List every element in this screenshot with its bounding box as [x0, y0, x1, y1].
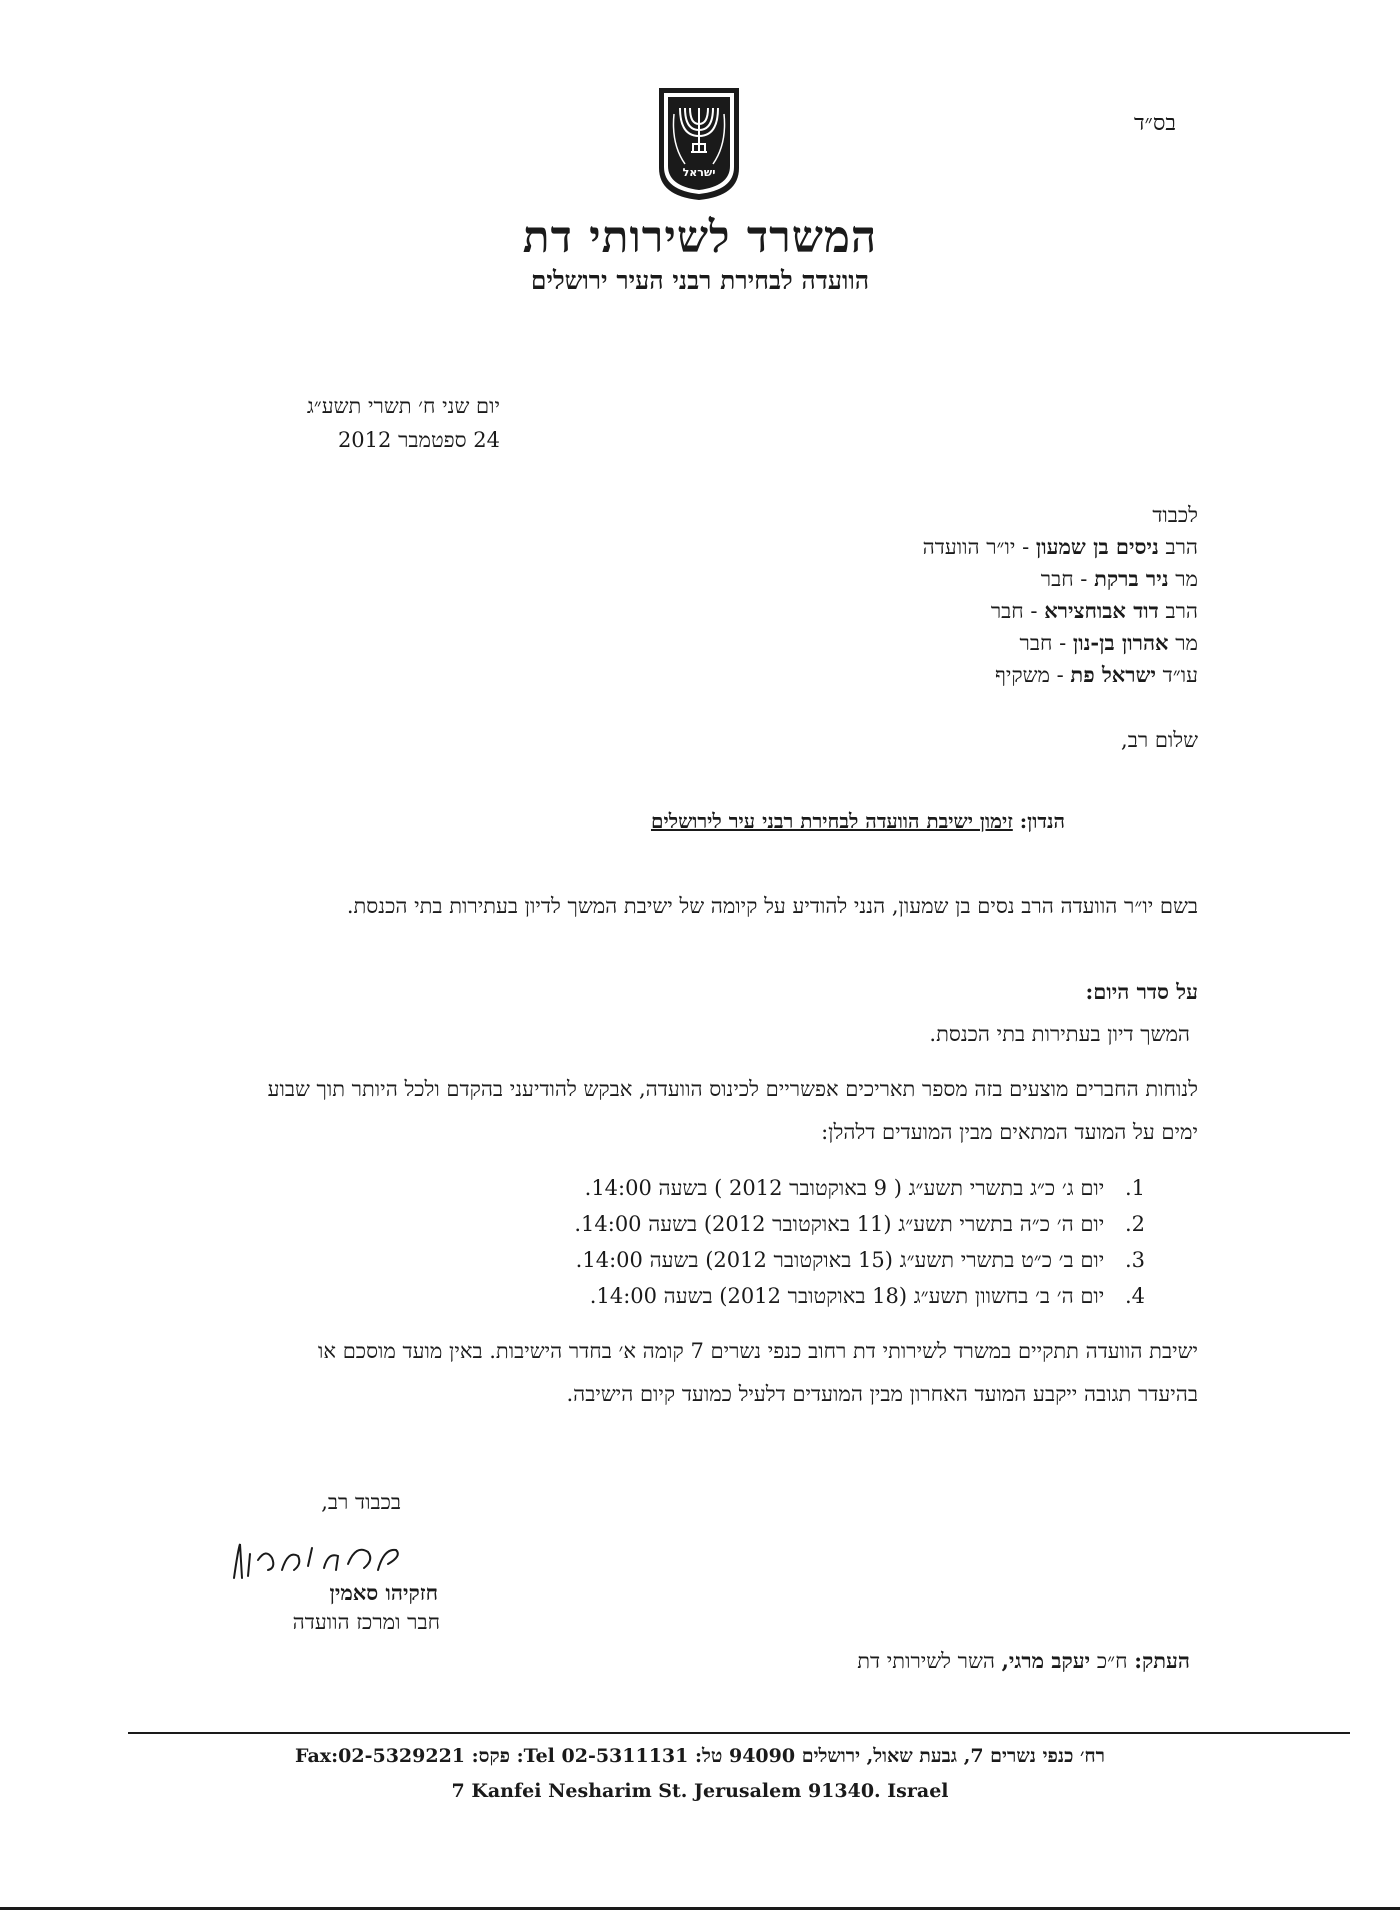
list-item [574, 1278, 1145, 1314]
salutation: לכבוד [1152, 503, 1198, 527]
recipient-name: ניר ברקת [1094, 566, 1169, 591]
list-item-number: 2. [1124, 1212, 1145, 1236]
recipient-name: ניסים בן שמעון [1035, 534, 1159, 559]
cc-label: העתק: [1134, 1648, 1190, 1673]
signer-name: חזקיהו סאמין [329, 1580, 438, 1605]
recipient-prefix: הרב [1165, 535, 1198, 559]
gregorian-date: 24 ספטמבר 2012 [337, 428, 500, 452]
recipient-name: דוד אבוחצירא [1044, 598, 1159, 623]
recipient-prefix: הרב [1165, 599, 1198, 623]
list-item [574, 1206, 1145, 1242]
list-item-text: יום ג׳ כ״ג בתשרי תשע״ג ( 9 באוקטובר 2012 ) בשעה 14:00. [584, 1176, 1105, 1200]
cc-name: יעקב מרגי, [1001, 1648, 1091, 1673]
greeting: שלום רב, [1121, 728, 1198, 752]
recipient-name: אהרון בן-נון [1072, 630, 1169, 655]
recipient-role: - משקיף [995, 663, 1064, 687]
list-item-text: יום ה׳ ב׳ בחשוון תשע״ג (18 באוקטובר 2012) בשעה 14:00. [589, 1284, 1105, 1308]
recipient-prefix: מר [1175, 631, 1198, 655]
org-subtitle: הוועדה לבחירת רבני העיר ירושלים [530, 266, 870, 295]
emblem-text: ישראל [682, 166, 716, 179]
handwritten-signature [228, 1530, 408, 1585]
recipient-line [923, 595, 1198, 627]
hebrew-date: יום שני ח׳ תשרי תשע״ג [306, 394, 500, 418]
footer-divider [128, 1732, 1350, 1734]
recipient-role: - חבר [1019, 631, 1067, 655]
subject-label: הנדון: [1019, 809, 1065, 833]
signer-role: חבר ומרכז הוועדה [292, 1610, 440, 1634]
body-paragraph-intro: בשם יו״ר הוועדה הרב נסים בן שמעון, הנני להודיע על קיומה של ישיבת המשך לדיון בעתירות בתי הכנסת. [346, 894, 1198, 918]
cc-prefix: ח״כ [1096, 1649, 1128, 1673]
page-bottom-edge [0, 1907, 1400, 1910]
recipient-line [923, 563, 1198, 595]
agenda-heading: על סדר היום: [1085, 979, 1198, 1004]
recipient-prefix: מר [1175, 567, 1198, 591]
body-paragraph-location: ישיבת הוועדה תתקיים במשרד לשירותי דת רחוב כנפי נשרים 7 קומה א׳ בחדר הישיבות. באין מועד מוסכם או בהיעדר תגובה ייקבע המועד האחרון מבין המועדים דלעיל כמועד קיום הישיבה. [318, 1339, 1198, 1406]
subject-line [651, 809, 1065, 834]
recipient-role: - חבר [1040, 567, 1088, 591]
list-item-number: 3. [1124, 1248, 1145, 1272]
list-item-text: יום ה׳ כ״ה בתשרי תשע״ג (11 באוקטובר 2012) בשעה 14:00. [574, 1212, 1105, 1236]
letter-date [307, 389, 500, 457]
bsd-mark: בס״ד [1133, 111, 1176, 136]
footer-address-english: 7 Kanfei Nesharim St. Jerusalem 91340. Israel [451, 1780, 949, 1802]
closing-phrase: בכבוד רב, [321, 1490, 401, 1514]
footer-address-contact: רח׳ כנפי נשרים 7, גבעת שאול, ירושלים 94090 טל: 02-5311131 Tel: פקס: Fax:02-5329221 [295, 1745, 1105, 1767]
recipient-line [923, 659, 1198, 691]
state-emblem-icon [655, 84, 743, 202]
proposed-dates-list [574, 1170, 1145, 1314]
list-item-number: 1. [1124, 1176, 1145, 1200]
list-item-number: 4. [1124, 1284, 1145, 1308]
body-paragraph-dates-request: לנוחות החברים מוצעים בזה מספר תאריכים אפשריים לכינוס הוועדה, אבקש להודיעני בהקדם ולכל היותר תוך שבוע ימים על המועד המתאים מבין המועדים דלהלן: [267, 1077, 1198, 1144]
recipient-prefix: עו״ד [1162, 663, 1198, 687]
recipient-role: - חבר [990, 599, 1038, 623]
recipient-line [923, 627, 1198, 659]
list-item [574, 1242, 1145, 1278]
list-item [574, 1170, 1145, 1206]
agenda-item: המשך דיון בעתירות בתי הכנסת. [929, 1022, 1190, 1046]
recipient-role: - יו״ר הוועדה [922, 535, 1030, 559]
cc-line [857, 1648, 1190, 1674]
recipient-name: ישראל פת [1070, 662, 1156, 687]
list-item-text: יום ב׳ כ״ט בתשרי תשע״ג (15 באוקטובר 2012) בשעה 14:00. [575, 1248, 1105, 1272]
cc-title: השר לשירותי דת [857, 1649, 995, 1673]
recipient-line [923, 531, 1198, 563]
subject-topic: זימון ישיבת הוועדה לבחירת רבני עיר לירושלים [650, 809, 1013, 833]
recipients-block [923, 500, 1198, 691]
org-title: המשרד לשירותי דת [522, 212, 878, 263]
